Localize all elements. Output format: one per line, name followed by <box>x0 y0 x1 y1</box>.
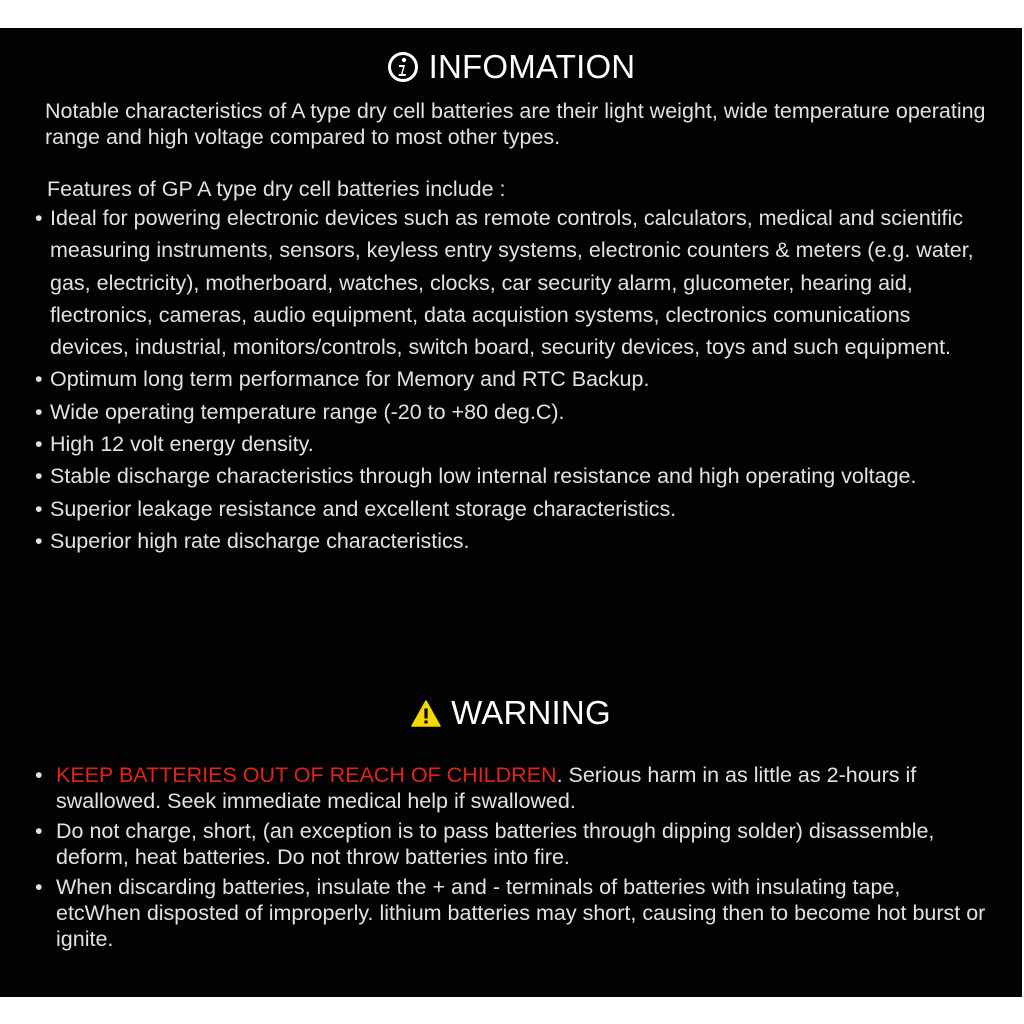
warning-heading <box>0 694 1022 732</box>
info-circle-icon <box>387 51 419 83</box>
list-item: • KEEP BATTERIES OUT OF REACH OF CHILDREN. Serious harm in as little as 2-hours if swallowed. Seek immediate medical help if swallowed. <box>35 763 917 813</box>
warnings-list <box>30 762 990 956</box>
children-warning-highlight: KEEP BATTERIES OUT OF REACH OF CHILDREN <box>56 763 557 787</box>
list-item: • Ideal for powering electronic devices such as remote controls, calculators, medical and scientific measuring instruments, sensors, keyless entry systems, electronic counters & meters (e.g. water, gas, electricity), motherboard, watches, clocks, car security alarm, glucometer, hearing aid, flectronics, cameras, audio equipment, data acquistion systems, clectronics comunications devices, industrial, monitors/controls, switch board, security devices, toys and such equipment. <box>35 206 974 360</box>
information-heading <box>0 48 1022 86</box>
list-item: • Superior high rate discharge characteristics. <box>35 528 470 553</box>
features-intro: Features of GP A type dry cell batteries include : <box>47 177 506 201</box>
list-item: • Superior leakage resistance and excellent storage characteristics. <box>35 496 677 521</box>
warning-triangle-icon <box>411 700 441 727</box>
features-list <box>30 202 990 557</box>
list-item: • When discarding batteries, insulate the + and - terminals of batteries with insulating tape, etcWhen disposted of improperly. lithium batteries may short, causing then to become hot burst or ignite. <box>35 875 986 951</box>
list-item: • Wide operating temperature range (-20 to +80 deg.C). <box>35 399 565 424</box>
list-item: • Stable discharge characteristics through low internal resistance and high operating voltage. <box>35 464 917 489</box>
warning-title: WARNING <box>451 694 611 731</box>
info-panel <box>0 28 1022 997</box>
list-item: • Optimum long term performance for Memory and RTC Backup. <box>35 367 650 392</box>
list-item: • High 12 volt energy density. <box>35 432 314 457</box>
list-item: • Do not charge, short, (an exception is to pass batteries through dipping solder) disassemble, deform, heat batteries. Do not throw batteries into fire. <box>35 819 935 869</box>
intro-paragraph: Notable characteristics of A type dry cell batteries are their light weight, wide temperature operating range and high voltage compared to most other types. <box>45 99 986 149</box>
information-title: INFOMATION <box>428 48 636 85</box>
